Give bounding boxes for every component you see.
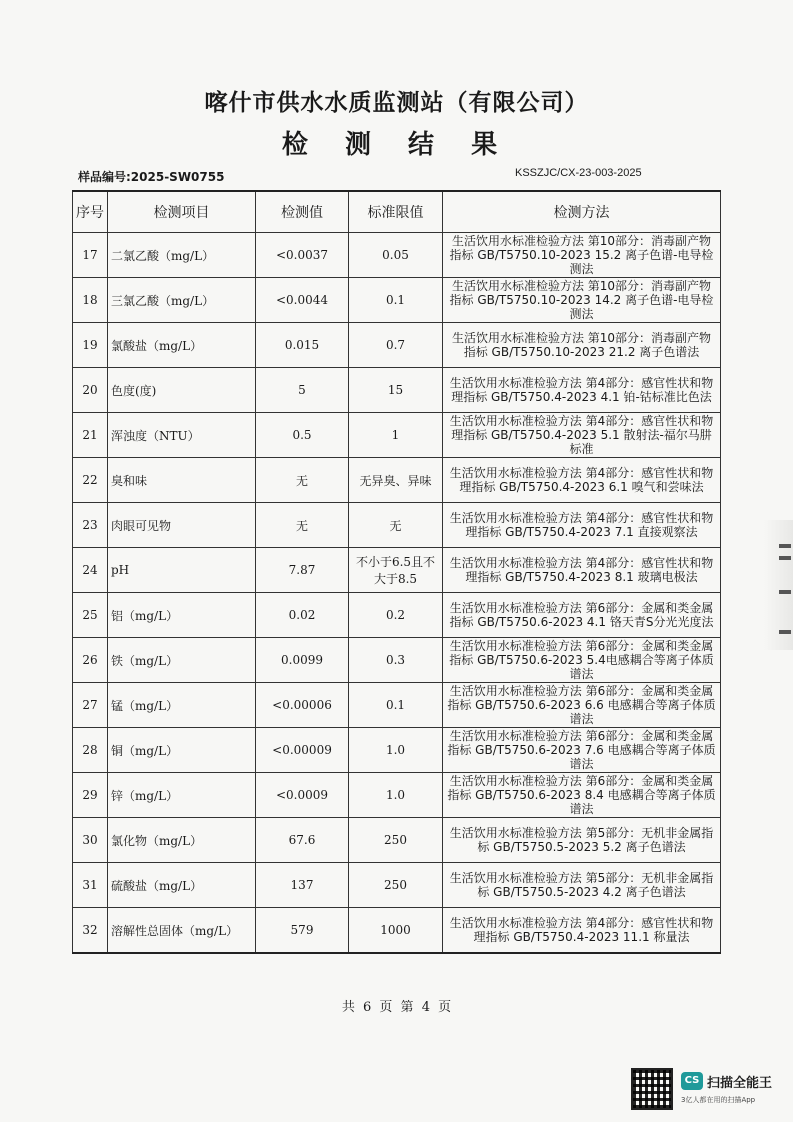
cell-item: 臭和味 <box>108 458 256 503</box>
table-row <box>73 458 721 503</box>
cell-value: 无 <box>256 458 349 503</box>
cell-seq: 30 <box>73 818 108 863</box>
cell-method: 生活饮用水标准检验方法 第6部分：金属和类金属指标 GB/T5750.6-2023 6.6 电感耦合等离子体质谱法 <box>443 683 721 728</box>
cell-value: 0.015 <box>256 323 349 368</box>
scanner-app-name: 扫描全能王 <box>707 1076 773 1091</box>
table-row <box>73 728 721 773</box>
table-row <box>73 773 721 818</box>
cell-item: 色度(度) <box>108 368 256 413</box>
cell-seq: 20 <box>73 368 108 413</box>
col-header-item: 检测项目 <box>108 191 256 233</box>
cell-value: <0.00006 <box>256 683 349 728</box>
cell-method: 生活饮用水标准检验方法 第4部分：感官性状和物理指标 GB/T5750.4-2023 4.1 铂-钴标准比色法 <box>443 368 721 413</box>
cell-method: 生活饮用水标准检验方法 第6部分：金属和类金属指标 GB/T5750.6-2023 7.6 电感耦合等离子体质谱法 <box>443 728 721 773</box>
cell-value: <0.0037 <box>256 233 349 278</box>
table-row <box>73 818 721 863</box>
cell-seq: 18 <box>73 278 108 323</box>
cell-limit: 无异臭、异味 <box>349 458 443 503</box>
table-header-row <box>73 191 721 233</box>
cell-value: <0.00009 <box>256 728 349 773</box>
cell-limit: 0.3 <box>349 638 443 683</box>
cell-method: 生活饮用水标准检验方法 第4部分：感官性状和物理指标 GB/T5750.4-2023 8.1 玻璃电极法 <box>443 548 721 593</box>
table-row <box>73 548 721 593</box>
cell-limit: 250 <box>349 818 443 863</box>
cell-seq: 21 <box>73 413 108 458</box>
cell-item: 铝（mg/L） <box>108 593 256 638</box>
cell-limit: 0.7 <box>349 323 443 368</box>
cell-method: 生活饮用水标准检验方法 第5部分：无机非金属指标 GB/T5750.5-2023 5.2 离子色谱法 <box>443 818 721 863</box>
cell-item: 三氯乙酸（mg/L） <box>108 278 256 323</box>
cell-item: 肉眼可见物 <box>108 503 256 548</box>
cell-limit: 不小于6.5且不大于8.5 <box>349 548 443 593</box>
col-header-limit: 标准限值 <box>349 191 443 233</box>
cell-limit: 1.0 <box>349 773 443 818</box>
cell-value: 0.02 <box>256 593 349 638</box>
table-row <box>73 503 721 548</box>
cell-seq: 27 <box>73 683 108 728</box>
cell-item: 氯化物（mg/L） <box>108 818 256 863</box>
cell-limit: 0.05 <box>349 233 443 278</box>
cell-method: 生活饮用水标准检验方法 第6部分：金属和类金属指标 GB/T5750.6-2023 8.4 电感耦合等离子体质谱法 <box>443 773 721 818</box>
cell-item: 锌（mg/L） <box>108 773 256 818</box>
cell-seq: 25 <box>73 593 108 638</box>
scanner-watermark <box>631 1068 781 1112</box>
cell-seq: 29 <box>73 773 108 818</box>
table-row <box>73 368 721 413</box>
cell-item: 硫酸盐（mg/L） <box>108 863 256 908</box>
cell-seq: 23 <box>73 503 108 548</box>
cell-value: 0.5 <box>256 413 349 458</box>
cell-value: 579 <box>256 908 349 954</box>
cell-value: <0.0009 <box>256 773 349 818</box>
table-row <box>73 908 721 954</box>
cell-method: 生活饮用水标准检验方法 第5部分：无机非金属指标 GB/T5750.5-2023 4.2 离子色谱法 <box>443 863 721 908</box>
cell-method: 生活饮用水标准检验方法 第4部分：感官性状和物理指标 GB/T5750.4-2023 7.1 直接观察法 <box>443 503 721 548</box>
cell-item: 铜（mg/L） <box>108 728 256 773</box>
cell-item: 二氯乙酸（mg/L） <box>108 233 256 278</box>
cell-method: 生活饮用水标准检验方法 第10部分：消毒副产物指标 GB/T5750.10-2023 14.2 离子色谱-电导检测法 <box>443 278 721 323</box>
cell-method: 生活饮用水标准检验方法 第10部分：消毒副产物指标 GB/T5750.10-2023 21.2 离子色谱法 <box>443 323 721 368</box>
cell-limit: 15 <box>349 368 443 413</box>
table-row <box>73 638 721 683</box>
sample-number: 样品编号:2025-SW0755 <box>78 170 225 184</box>
table-row <box>73 323 721 368</box>
cell-seq: 32 <box>73 908 108 954</box>
cell-limit: 无 <box>349 503 443 548</box>
cell-value: 7.87 <box>256 548 349 593</box>
cell-method: 生活饮用水标准检验方法 第4部分：感官性状和物理指标 GB/T5750.4-2023 11.1 称量法 <box>443 908 721 954</box>
cell-item: 锰（mg/L） <box>108 683 256 728</box>
cell-value: 137 <box>256 863 349 908</box>
cell-item: 溶解性总固体（mg/L） <box>108 908 256 954</box>
scan-edge-artifact <box>764 520 793 650</box>
cell-limit: 0.2 <box>349 593 443 638</box>
cell-seq: 31 <box>73 863 108 908</box>
cell-method: 生活饮用水标准检验方法 第10部分：消毒副产物指标 GB/T5750.10-2023 15.2 离子色谱-电导检测法 <box>443 233 721 278</box>
table-row <box>73 278 721 323</box>
document-code: KSSZJC/CX-23-003-2025 <box>515 167 642 179</box>
cell-limit: 1.0 <box>349 728 443 773</box>
cell-method: 生活饮用水标准检验方法 第6部分：金属和类金属指标 GB/T5750.6-2023 4.1 铬天青S分光光度法 <box>443 593 721 638</box>
cell-seq: 28 <box>73 728 108 773</box>
cell-limit: 0.1 <box>349 278 443 323</box>
report-title: 喀什市供水水质监测站（有限公司） <box>204 89 589 116</box>
cell-item: 氯酸盐（mg/L） <box>108 323 256 368</box>
cs-logo-icon: CS <box>681 1072 703 1090</box>
page-number: 共 6 页 第 4 页 <box>341 1000 452 1015</box>
cell-limit: 0.1 <box>349 683 443 728</box>
cell-limit: 1 <box>349 413 443 458</box>
table-row <box>73 683 721 728</box>
cell-seq: 19 <box>73 323 108 368</box>
col-header-value: 检测值 <box>256 191 349 233</box>
cell-seq: 22 <box>73 458 108 503</box>
cell-limit: 1000 <box>349 908 443 954</box>
cell-seq: 26 <box>73 638 108 683</box>
cell-value: 无 <box>256 503 349 548</box>
cell-item: 浑浊度（NTU） <box>108 413 256 458</box>
cell-limit: 250 <box>349 863 443 908</box>
scanner-tagline: 3亿人都在用的扫描App <box>681 1096 756 1104</box>
cell-item: 铁（mg/L） <box>108 638 256 683</box>
cell-value: 67.6 <box>256 818 349 863</box>
cell-seq: 24 <box>73 548 108 593</box>
report-subtitle: 检 测 结 果 <box>281 130 512 160</box>
results-table <box>72 190 721 954</box>
table-row <box>73 593 721 638</box>
col-header-seq: 序号 <box>73 191 108 233</box>
cell-item: pH <box>108 548 256 593</box>
cell-method: 生活饮用水标准检验方法 第6部分：金属和类金属指标 GB/T5750.6-2023 5.4电感耦合等离子体质谱法 <box>443 638 721 683</box>
col-header-method: 检测方法 <box>443 191 721 233</box>
cell-value: <0.0044 <box>256 278 349 323</box>
qr-code-icon <box>631 1068 673 1110</box>
cell-value: 5 <box>256 368 349 413</box>
cell-value: 0.0099 <box>256 638 349 683</box>
cell-method: 生活饮用水标准检验方法 第4部分：感官性状和物理指标 GB/T5750.4-2023 5.1 散射法-福尔马肼标准 <box>443 413 721 458</box>
table-row <box>73 233 721 278</box>
cell-method: 生活饮用水标准检验方法 第4部分：感官性状和物理指标 GB/T5750.4-2023 6.1 嗅气和尝味法 <box>443 458 721 503</box>
table-row <box>73 863 721 908</box>
table-row <box>73 413 721 458</box>
cell-seq: 17 <box>73 233 108 278</box>
